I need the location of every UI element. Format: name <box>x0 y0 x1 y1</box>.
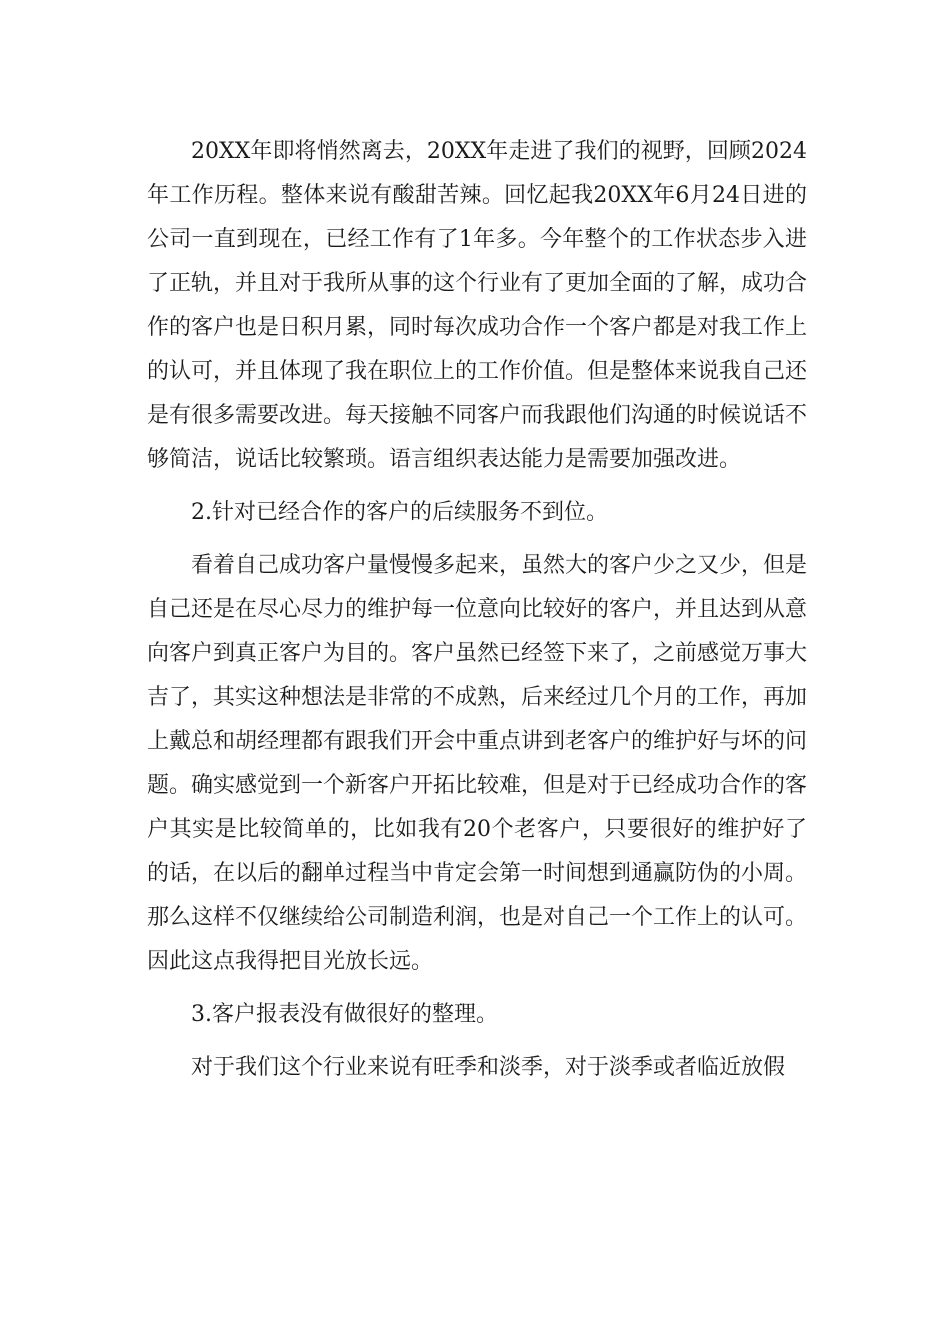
paragraph-seasons: 对于我们这个行业来说有旺季和淡季，对于淡季或者临近放假 <box>191 1055 786 1080</box>
document-body <box>147 130 807 1099</box>
paragraph-heading-2: 2.针对已经合作的客户的后续服务不到位。 <box>191 500 608 525</box>
paragraph-year-review: 20XX年即将悄然离去，20XX年走进了我们的视野，回顾2024年工作历程。整体来说有酸甜苦辣。回忆起我20XX年6月24日进的公司一直到现在，已经工作有了1年多。今年整个的工作状态步入进了正轨，并且对于我所从事的这个行业有了更加全面的了解，成功合作的客户也是日积月累，同时每次成功合作一个客户都是对我工作上的认可，并且体现了我在职位上的工作价值。但是整体来说我自己还是有很多需要改进。每天接触不同客户而我跟他们沟通的时候说话不够简洁，说话比较繁琐。语言组织表达能力是需要加强改进。 <box>147 139 808 472</box>
paragraph-client-maintenance: 看着自己成功客户量慢慢多起来，虽然大的客户少之又少，但是自己还是在尽心尽力的维护每一位意向比较好的客户，并且达到从意向客户到真正客户为目的。客户虽然已经签下来了，之前感觉万事大吉了，其实这种想法是非常的不成熟，后来经过几个月的工作，再加上戴总和胡经理都有跟我们开会中重点讲到老客户的维护好与坏的问题。确实感觉到一个新客户开拓比较难，但是对于已经成功合作的客户其实是比较简单的，比如我有20个老客户，只要很好的维护好了的话，在以后的翻单过程当中肯定会第一时间想到通赢防伪的小周。那么这样不仅继续给公司制造利润，也是对自己一个工作上的认可。因此这点我得把目光放长远。 <box>147 553 808 974</box>
paragraph-heading-3: 3.客户报表没有做很好的整理。 <box>191 1002 498 1027</box>
